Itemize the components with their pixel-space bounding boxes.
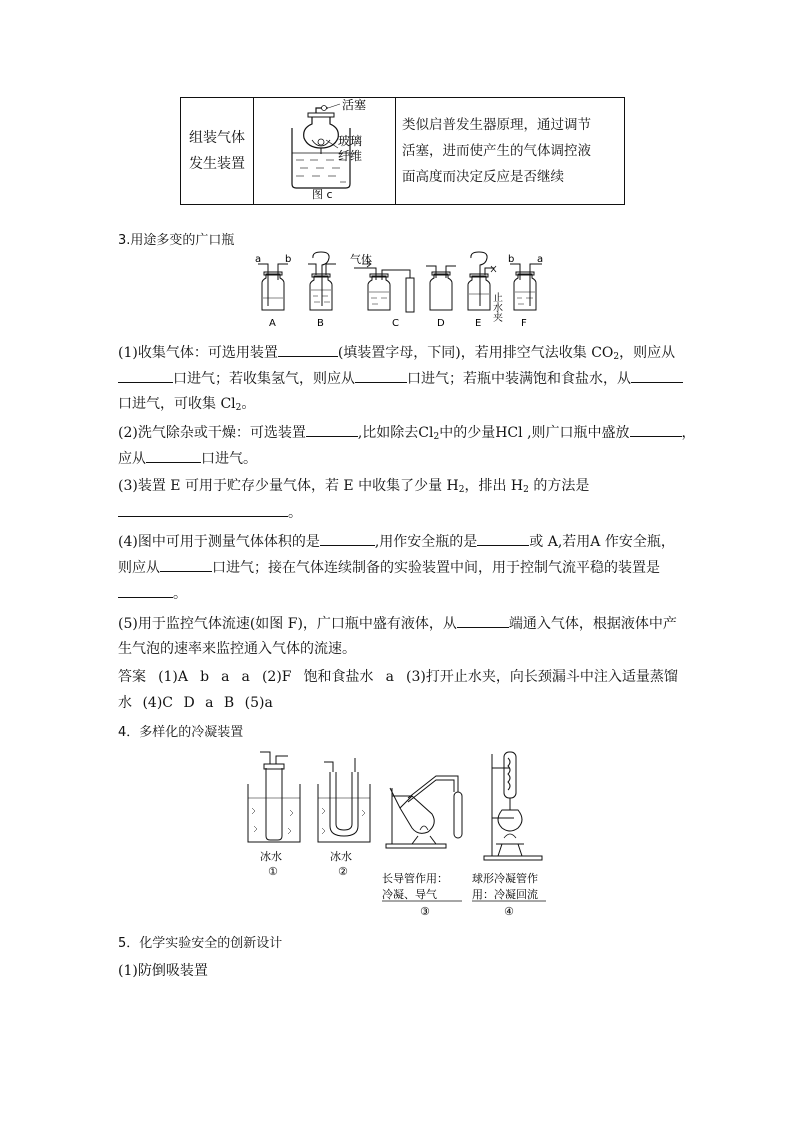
figure-number: ② — [338, 865, 348, 878]
answer-line — [118, 694, 678, 712]
question-text: ， — [681, 425, 696, 441]
answer-text: a — [221, 669, 230, 685]
question-line — [118, 369, 678, 388]
question-text: ，排出 H — [464, 478, 524, 494]
description-line: 类似启普发生器原理，通过调节 — [402, 117, 591, 133]
figure-label-F: F — [521, 318, 527, 329]
question-line — [118, 449, 678, 468]
description-cell — [396, 98, 625, 205]
question-text: 口进气，可收集 Cl — [118, 396, 236, 412]
question-text: 口进气；接在气体连续制备的实验装置中间，用于控制气流平稳的装置是 — [212, 560, 660, 576]
subscript: 2 — [235, 403, 242, 413]
answer-blank[interactable] — [118, 503, 288, 517]
question-text: (5)用于监控气体流速(如图 F)，广口瓶中盛有液体，从 — [118, 616, 457, 632]
question-text: 或 A,若用A 作安全瓶， — [529, 534, 675, 550]
condenser-figures — [240, 748, 560, 920]
question-line — [118, 532, 678, 551]
answer-blank[interactable] — [457, 614, 509, 628]
question-text: (2)洗气除杂或干燥：可选装置 — [118, 425, 306, 441]
question-text: (3)装置 E 可用于贮存少量气体，若 E 中收集了少量 H — [118, 478, 459, 494]
row-label: 发生装置 — [189, 156, 245, 172]
question-text: 。 — [241, 396, 256, 412]
answer-label: 答案 — [118, 669, 146, 685]
subscript: 2 — [458, 485, 465, 495]
question-text: 的方法是 — [528, 478, 590, 494]
question-line — [118, 477, 678, 499]
question-line — [118, 584, 678, 603]
figure-c-apparatus — [254, 98, 395, 200]
question-text: (4)图中可用于测量气体体积的是 — [118, 534, 320, 550]
question-line — [118, 343, 678, 366]
wide-mouth-bottle-figures — [250, 250, 550, 332]
figure-caption: 冷凝、导气 — [382, 888, 437, 901]
question-line — [118, 558, 678, 577]
figure-label-B: B — [317, 318, 324, 329]
figure-caption: 球形冷凝管作 — [472, 872, 538, 885]
question-line — [118, 614, 678, 633]
figure-label-A: A — [269, 318, 276, 329]
description-line: 面高度而决定反应是否继续 — [402, 169, 564, 185]
question-text: 应从 — [118, 451, 146, 467]
question-text: 口进气；若瓶中装满饱和食盐水，从 — [407, 371, 631, 387]
gas-generator-table — [180, 97, 625, 205]
question-text: ,比如除去Cl — [357, 425, 434, 441]
section-heading: 5．化学实验安全的创新设计 — [118, 936, 283, 951]
answer-text: (3)打开止水夹，向长颈漏斗中注入适量蒸馏 — [406, 669, 678, 685]
row-label: 组装气体 — [189, 130, 245, 146]
answer-blank[interactable] — [306, 423, 358, 437]
answer-text: 水 (4)C D a B (5)a — [118, 695, 273, 711]
answer-text: (2)F — [261, 669, 292, 685]
port-a-label: a — [537, 254, 544, 265]
question-text: 。 — [288, 505, 302, 521]
glass-fiber-label: 纤维 — [338, 149, 363, 163]
subscript: 2 — [613, 352, 620, 362]
ice-water-label: 冰水 — [260, 850, 282, 863]
figure-number: ③ — [420, 905, 430, 918]
row-label-cell — [181, 98, 254, 205]
figure-number: ① — [268, 865, 278, 878]
question-text: 口进气。 — [201, 451, 257, 467]
figure-c-cell — [254, 98, 396, 205]
figure-label-D: D — [437, 318, 445, 329]
question-text: 则应从 — [118, 560, 160, 576]
glass-fiber-label: 玻璃 — [338, 134, 363, 148]
answer-blank[interactable] — [118, 584, 173, 598]
clip-label: 止水夹 — [490, 292, 502, 322]
question-text: 生气泡的速率来监控通入气体的流速。 — [118, 641, 356, 657]
question-line — [118, 503, 678, 522]
question-text: ,用作安全瓶的是 — [374, 534, 478, 550]
answer-text: 饱和食盐水 — [303, 669, 374, 685]
question-text: 端通入气体，根据液体中产 — [508, 616, 677, 632]
question-text: 。 — [173, 586, 187, 602]
question-text: (1)收集气体：可选用装置 — [118, 345, 278, 361]
question-line — [118, 395, 678, 417]
figure-caption: 用：冷凝回流 — [472, 888, 538, 901]
answer-blank[interactable] — [160, 558, 212, 572]
section-heading: 3.用途多变的广口瓶 — [118, 233, 235, 248]
answer-blank[interactable] — [630, 423, 682, 437]
valve-label: 活塞 — [342, 98, 367, 112]
answer-blank[interactable] — [118, 369, 173, 383]
question-text: (填装置字母，下同)，若用排空气法收集 CO — [337, 345, 614, 361]
answer-blank[interactable] — [355, 369, 407, 383]
subscript: 2 — [523, 485, 529, 495]
description-line: 活塞，进而使产生的气体调控液 — [402, 143, 591, 159]
port-b-label: b — [285, 254, 292, 265]
subsection-heading: (1)防倒吸装置 — [118, 963, 208, 979]
subscript: 2 — [433, 432, 440, 442]
answer-text: (1)A — [158, 669, 189, 685]
answer-text: b — [200, 669, 210, 685]
question-text: ，则应从 — [619, 345, 676, 361]
answer-blank[interactable] — [278, 343, 338, 357]
figure-label-E: E — [475, 318, 482, 329]
question-text: 中的少量HCl ,则广口瓶中盛放 — [439, 425, 630, 441]
answer-line — [118, 668, 678, 686]
question-line — [118, 423, 696, 446]
question-line — [118, 640, 678, 658]
answer-blank[interactable] — [631, 369, 683, 383]
port-a-label: a — [255, 254, 262, 265]
question-text: 口进气；若收集氢气，则应从 — [173, 371, 355, 387]
answer-blank[interactable] — [477, 532, 529, 546]
figure-label-C: C — [392, 318, 399, 329]
answer-blank[interactable] — [146, 449, 201, 463]
answer-blank[interactable] — [320, 532, 375, 546]
gas-label: 气体 — [350, 253, 372, 266]
port-b-label: b — [508, 254, 515, 265]
figure-caption: 图 c — [312, 188, 333, 200]
figure-caption: 长导管作用： — [382, 872, 448, 885]
figure-number: ④ — [504, 905, 514, 918]
answer-text: a — [385, 669, 394, 685]
ice-water-label: 冰水 — [330, 850, 352, 863]
answer-text: a — [241, 669, 250, 685]
section-heading: 4．多样化的冷凝装置 — [118, 725, 244, 740]
